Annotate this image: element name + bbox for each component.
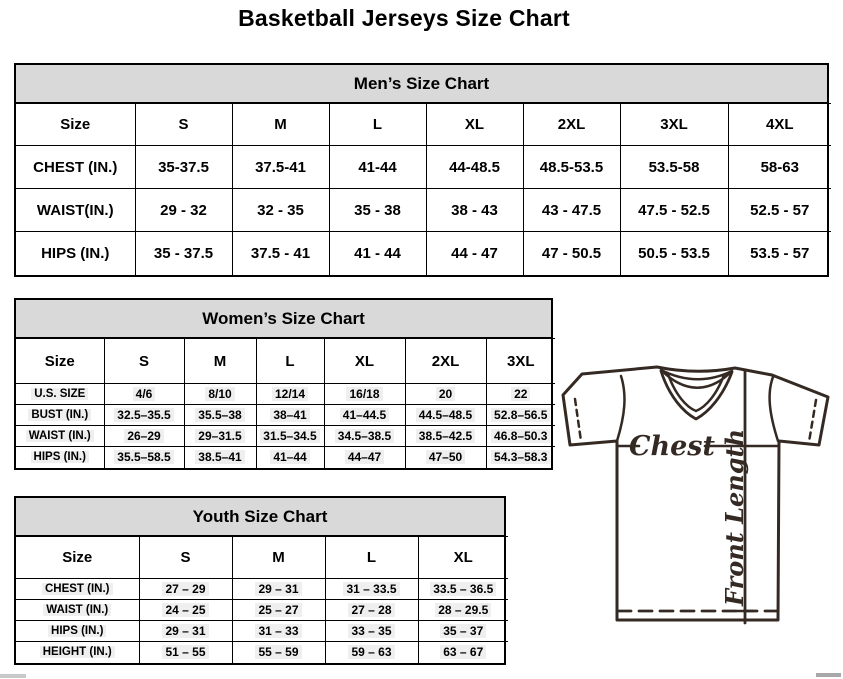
column-header: M bbox=[184, 339, 256, 384]
size-value: 26–29 bbox=[104, 426, 184, 447]
size-value: 31 – 33 bbox=[232, 621, 325, 642]
table-row bbox=[16, 621, 508, 642]
size-value: 16/18 bbox=[324, 384, 405, 405]
size-value: 44 - 47 bbox=[426, 232, 523, 275]
table-row bbox=[16, 189, 831, 232]
row-label: U.S. SIZE bbox=[16, 384, 104, 405]
size-value: 44–47 bbox=[324, 447, 405, 468]
table-row bbox=[16, 600, 508, 621]
size-value: 47.5 - 52.5 bbox=[620, 189, 728, 232]
column-header: 4XL bbox=[728, 104, 831, 146]
row-label: WAIST(IN.) bbox=[16, 189, 135, 232]
header-row bbox=[16, 537, 508, 579]
size-value: 41–44 bbox=[256, 447, 324, 468]
column-header: S bbox=[104, 339, 184, 384]
size-value: 35 - 38 bbox=[329, 189, 426, 232]
row-label: HEIGHT (IN.) bbox=[16, 642, 139, 663]
size-value: 32 - 35 bbox=[232, 189, 329, 232]
size-value: 31 – 33.5 bbox=[325, 579, 418, 600]
size-value: 35.5–58.5 bbox=[104, 447, 184, 468]
column-header: S bbox=[139, 537, 232, 579]
column-header: Size bbox=[16, 537, 139, 579]
size-value: 52.8–56.5 bbox=[486, 405, 555, 426]
size-value: 43 - 47.5 bbox=[523, 189, 620, 232]
row-label: HIPS (IN.) bbox=[16, 447, 104, 468]
chest-label: Chest bbox=[629, 431, 715, 462]
size-value: 28 – 29.5 bbox=[418, 600, 508, 621]
size-value: 33.5 – 36.5 bbox=[418, 579, 508, 600]
row-label: HIPS (IN.) bbox=[16, 621, 139, 642]
row-label: WAIST (IN.) bbox=[16, 600, 139, 621]
womens-size-table bbox=[16, 338, 555, 468]
youth-chart-title: Youth Size Chart bbox=[16, 498, 504, 536]
jersey-diagram bbox=[552, 353, 843, 645]
size-value: 55 – 59 bbox=[232, 642, 325, 663]
scrollbar-fragment-left bbox=[0, 674, 26, 678]
header-row bbox=[16, 339, 555, 384]
size-value: 51 – 55 bbox=[139, 642, 232, 663]
jersey-outline bbox=[563, 367, 828, 620]
size-value: 44-48.5 bbox=[426, 146, 523, 189]
size-value: 41-44 bbox=[329, 146, 426, 189]
row-label: CHEST (IN.) bbox=[16, 146, 135, 189]
size-value: 37.5 - 41 bbox=[232, 232, 329, 275]
page-title: Basketball Jerseys Size Chart bbox=[238, 5, 570, 31]
size-value: 48.5-53.5 bbox=[523, 146, 620, 189]
size-value: 35 - 37.5 bbox=[135, 232, 232, 275]
column-header: XL bbox=[418, 537, 508, 579]
table-row bbox=[16, 384, 555, 405]
column-header: 2XL bbox=[523, 104, 620, 146]
header-row bbox=[16, 104, 831, 146]
size-value: 59 – 63 bbox=[325, 642, 418, 663]
size-value: 50.5 - 53.5 bbox=[620, 232, 728, 275]
size-value: 27 – 28 bbox=[325, 600, 418, 621]
column-header: L bbox=[325, 537, 418, 579]
size-value: 38–41 bbox=[256, 405, 324, 426]
youth-size-table bbox=[16, 536, 508, 663]
size-value: 33 – 35 bbox=[325, 621, 418, 642]
column-header: 2XL bbox=[405, 339, 486, 384]
column-header: M bbox=[232, 537, 325, 579]
column-header: L bbox=[329, 104, 426, 146]
table-row bbox=[16, 426, 555, 447]
size-value: 20 bbox=[405, 384, 486, 405]
size-value: 53.5-58 bbox=[620, 146, 728, 189]
size-value: 31.5–34.5 bbox=[256, 426, 324, 447]
youth-size-chart bbox=[14, 496, 506, 665]
size-value: 27 – 29 bbox=[139, 579, 232, 600]
size-value: 22 bbox=[486, 384, 555, 405]
size-value: 35-37.5 bbox=[135, 146, 232, 189]
column-header: Size bbox=[16, 339, 104, 384]
row-label: WAIST (IN.) bbox=[16, 426, 104, 447]
size-value: 34.5–38.5 bbox=[324, 426, 405, 447]
scrollbar-fragment-right bbox=[816, 673, 841, 677]
column-header: M bbox=[232, 104, 329, 146]
size-value: 24 – 25 bbox=[139, 600, 232, 621]
table-row bbox=[16, 146, 831, 189]
size-value: 52.5 - 57 bbox=[728, 189, 831, 232]
size-value: 41–44.5 bbox=[324, 405, 405, 426]
size-value: 4/6 bbox=[104, 384, 184, 405]
mens-size-table bbox=[16, 103, 831, 275]
size-value: 58-63 bbox=[728, 146, 831, 189]
womens-chart-title: Women’s Size Chart bbox=[16, 300, 551, 338]
row-label: CHEST (IN.) bbox=[16, 579, 139, 600]
size-value: 53.5 - 57 bbox=[728, 232, 831, 275]
size-value: 41 - 44 bbox=[329, 232, 426, 275]
column-header: 3XL bbox=[486, 339, 555, 384]
column-header: XL bbox=[426, 104, 523, 146]
table-row bbox=[16, 405, 555, 426]
size-value: 63 – 67 bbox=[418, 642, 508, 663]
table-row bbox=[16, 447, 555, 468]
table-row bbox=[16, 579, 508, 600]
size-value: 35 – 37 bbox=[418, 621, 508, 642]
column-header: L bbox=[256, 339, 324, 384]
size-value: 47 - 50.5 bbox=[523, 232, 620, 275]
mens-size-chart bbox=[14, 63, 829, 277]
column-header: XL bbox=[324, 339, 405, 384]
size-value: 29 – 31 bbox=[139, 621, 232, 642]
table-row bbox=[16, 232, 831, 275]
size-value: 25 – 27 bbox=[232, 600, 325, 621]
table-row bbox=[16, 642, 508, 663]
size-value: 38.5–42.5 bbox=[405, 426, 486, 447]
size-value: 38 - 43 bbox=[426, 189, 523, 232]
size-value: 44.5–48.5 bbox=[405, 405, 486, 426]
size-value: 8/10 bbox=[184, 384, 256, 405]
size-value: 29 – 31 bbox=[232, 579, 325, 600]
size-value: 37.5-41 bbox=[232, 146, 329, 189]
womens-size-chart bbox=[14, 298, 553, 470]
size-value: 38.5–41 bbox=[184, 447, 256, 468]
size-value: 46.8–50.3 bbox=[486, 426, 555, 447]
front-length-label: Front Length bbox=[720, 428, 749, 606]
mens-chart-title: Men’s Size Chart bbox=[16, 65, 827, 103]
row-label: HIPS (IN.) bbox=[16, 232, 135, 275]
column-header: 3XL bbox=[620, 104, 728, 146]
size-value: 47–50 bbox=[405, 447, 486, 468]
size-value: 54.3–58.3 bbox=[486, 447, 555, 468]
size-value: 29 - 32 bbox=[135, 189, 232, 232]
column-header: S bbox=[135, 104, 232, 146]
size-value: 12/14 bbox=[256, 384, 324, 405]
column-header: Size bbox=[16, 104, 135, 146]
size-value: 32.5–35.5 bbox=[104, 405, 184, 426]
size-value: 29–31.5 bbox=[184, 426, 256, 447]
size-value: 35.5–38 bbox=[184, 405, 256, 426]
row-label: BUST (IN.) bbox=[16, 405, 104, 426]
